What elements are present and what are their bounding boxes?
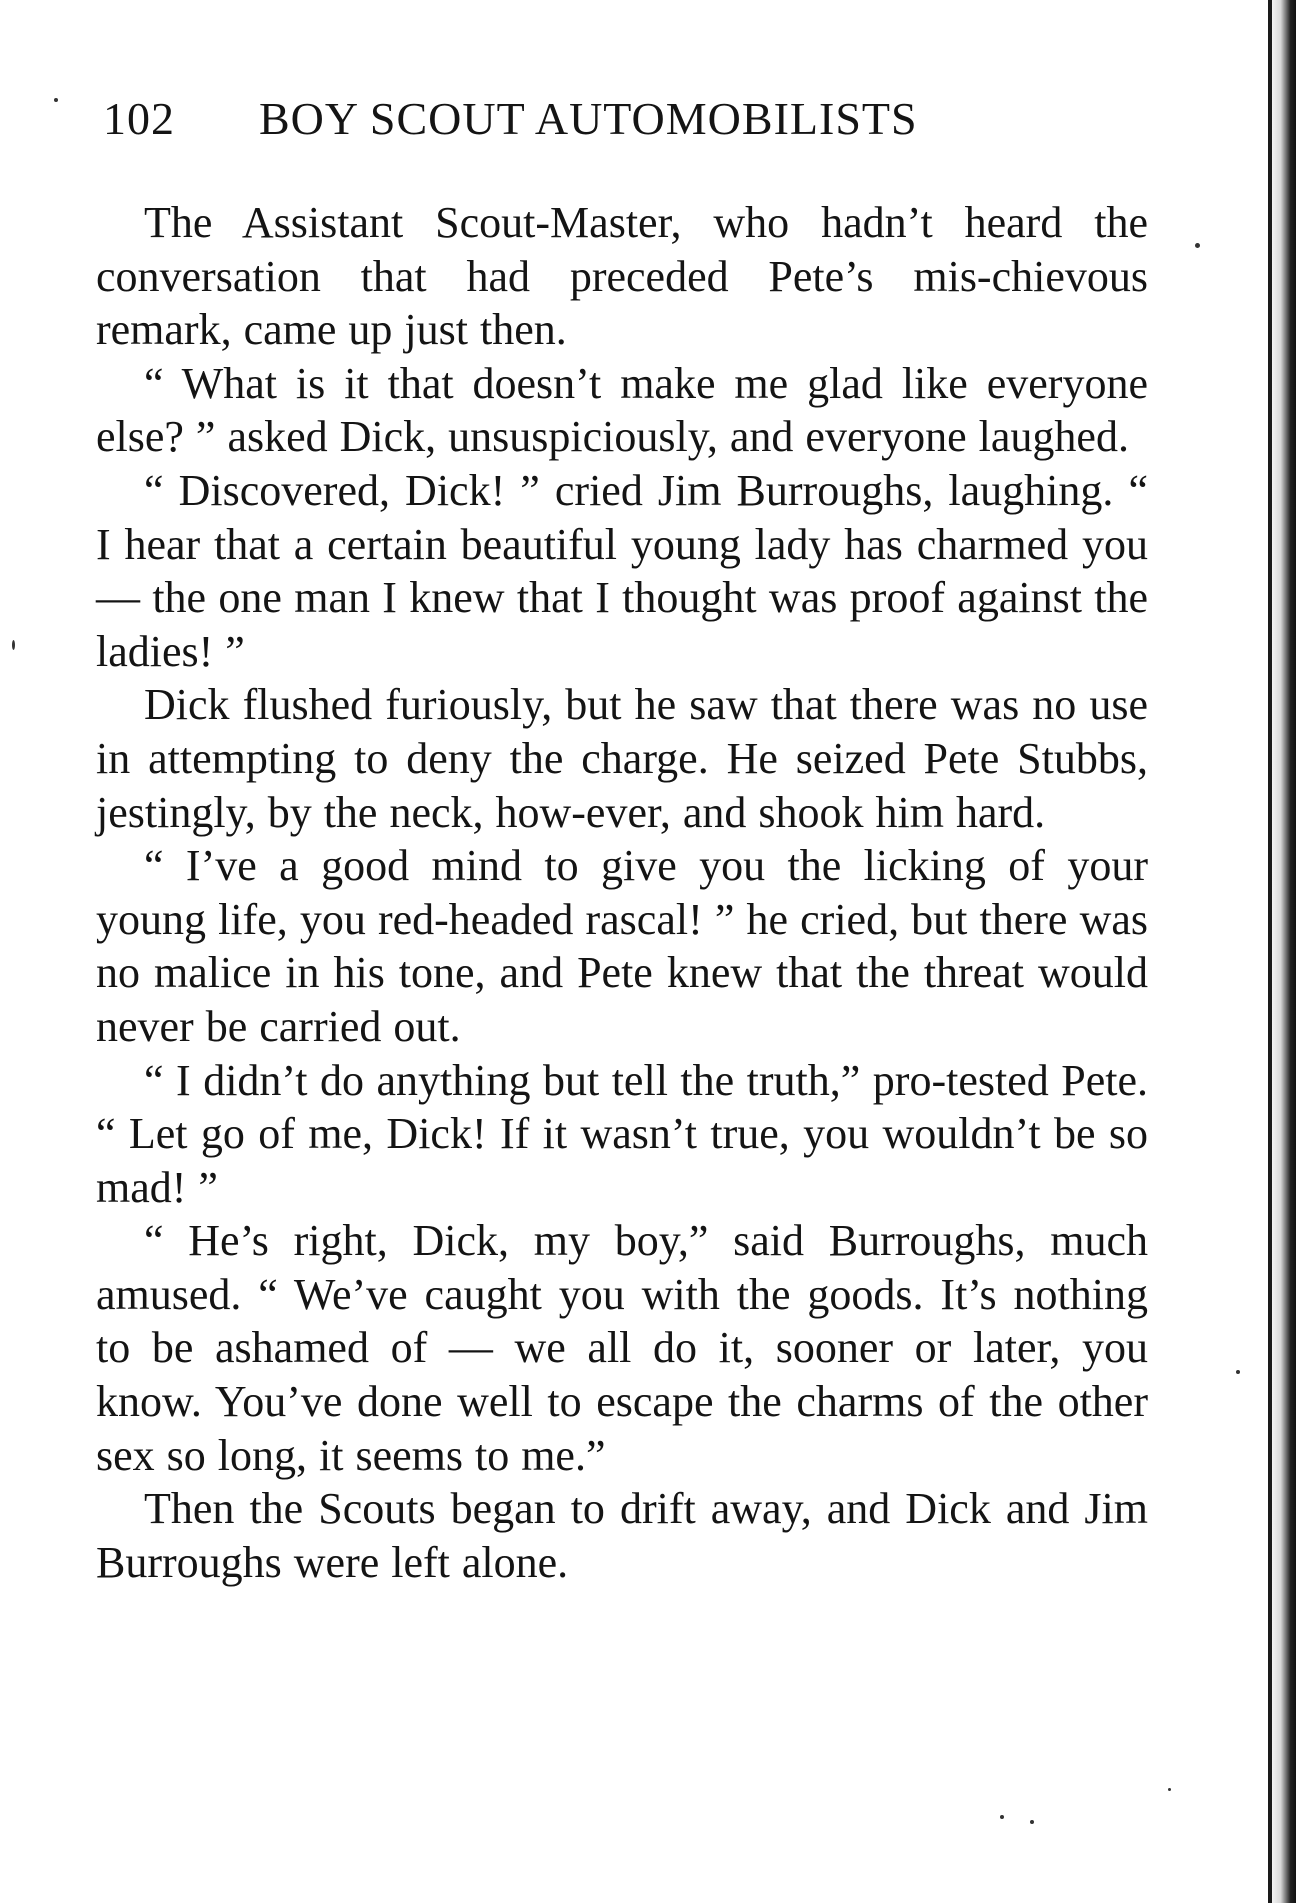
scan-speck: [1000, 1815, 1004, 1819]
scan-speck: [1195, 243, 1200, 248]
paragraph: Dick flushed furiously, but he saw that there was no use in attempting to deny the charge. He seized Pete Stubbs, jestingly, by the neck, how-ever, and shook him hard.: [96, 680, 1148, 837]
page-edge-shadow: [1268, 0, 1296, 1903]
paragraph: “ Discovered, Dick! ” cried Jim Burroughs, laughing. “ I hear that a certain beautiful young lady has charmed you — the one man I knew that I thought was proof against the ladies! ”: [96, 465, 1148, 676]
scan-speck: [54, 98, 58, 102]
paragraph: “ He’s right, Dick, my boy,” said Burroughs, much amused. “ We’ve caught you with the goods. It’s nothing to be ashamed of — we all do it, sooner or later, you know. You’ve done well to escape the charms of the other sex so long, it seems to me.”: [96, 1216, 1148, 1480]
scan-speck: [12, 640, 15, 650]
page-number: 102: [103, 93, 175, 144]
paragraph: The Assistant Scout-Master, who hadn’t heard the conversation that had preceded Pete’s mis-chievous remark, came up just then.: [96, 198, 1148, 355]
paragraph: Then the Scouts began to drift away, and Dick and Jim Burroughs were left alone.: [96, 1484, 1148, 1587]
running-title: BOY SCOUT AUTOMOBILISTS: [259, 93, 918, 144]
page-header: [103, 92, 1063, 152]
scan-speck: [1030, 1820, 1034, 1824]
scan-speck: [1236, 1370, 1240, 1374]
paragraph: “ I’ve a good mind to give you the licking of your young life, you red-headed rascal! ” he cried, but there was no malice in his tone, and Pete knew that the threat would never be carried out.: [96, 841, 1148, 1051]
body-text: [96, 196, 1148, 1589]
scan-speck: [1168, 1788, 1171, 1791]
paragraph: “ I didn’t do anything but tell the truth,” pro-tested Pete. “ Let go of me, Dick! If it wasn’t true, you wouldn’t be so mad! ”: [96, 1055, 1148, 1212]
page-edge-line: [1268, 0, 1272, 1903]
paragraph: “ What is it that doesn’t make me glad like everyone else? ” asked Dick, unsuspiciously, and everyone laughed.: [96, 358, 1148, 462]
